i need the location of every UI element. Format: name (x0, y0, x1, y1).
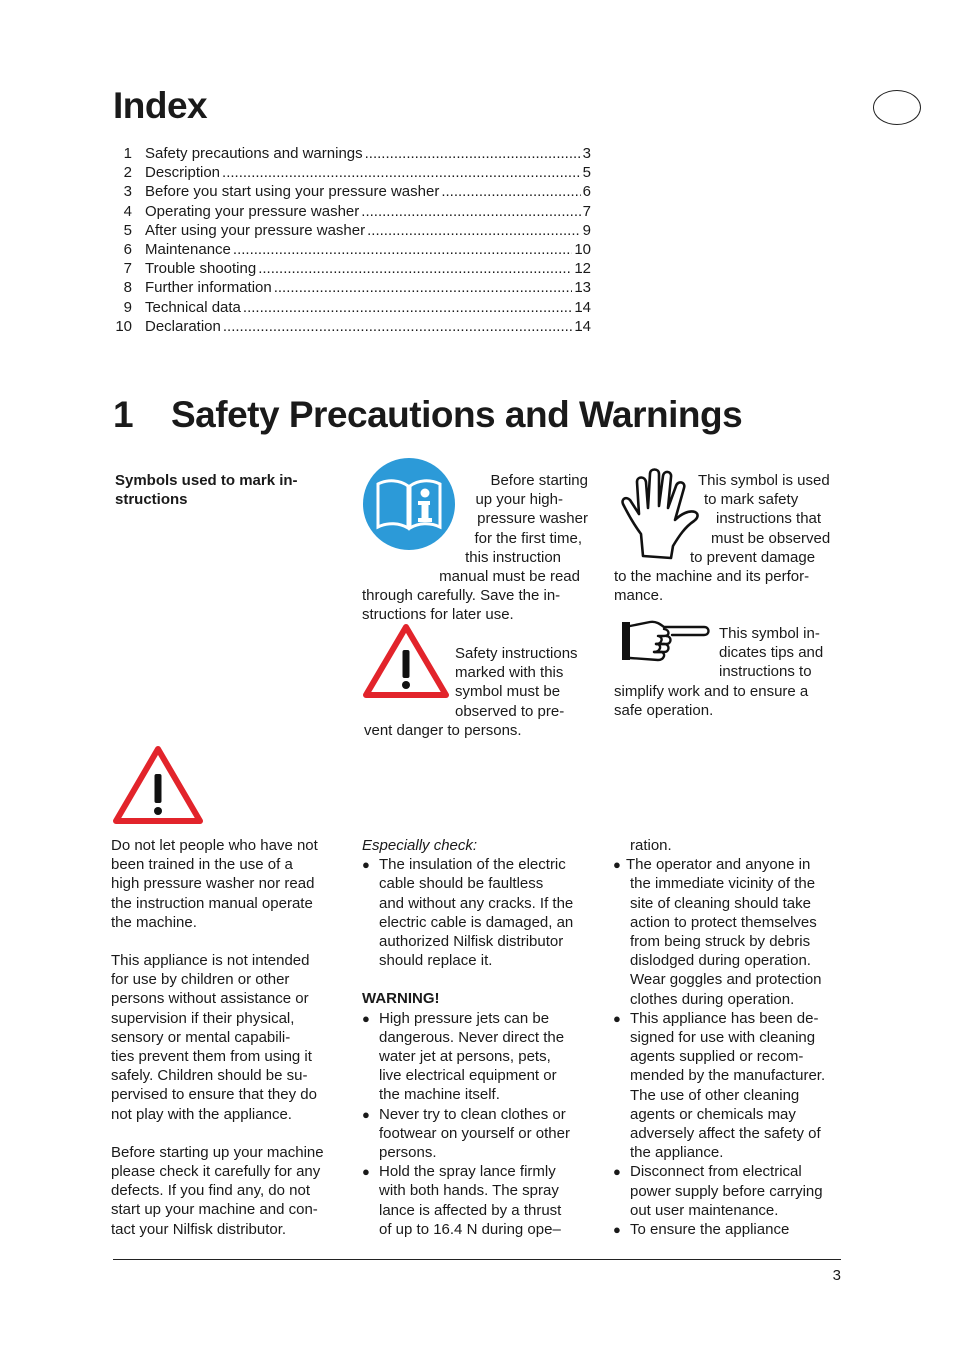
toc-title: Safety precautions and warnings (145, 145, 363, 162)
warning-label: WARNING! (362, 990, 440, 1008)
page-number: 3 (832, 1267, 841, 1284)
toc-row[interactable] (113, 240, 591, 259)
toc-page: 7 (582, 202, 591, 220)
bullet-icon: ● (362, 1106, 370, 1122)
toc-row[interactable] (113, 278, 591, 297)
paragraph: Before starting up your machine please check it carefully for any defects. If you find any, do not start up your machine and con- tact your Nilfisk distributor. (111, 1143, 324, 1238)
toc-page: 14 (574, 298, 591, 316)
toc-title: Technical data (145, 298, 241, 316)
toc-row[interactable] (113, 202, 591, 221)
toc-row[interactable] (113, 259, 591, 278)
check-label: Especially check: (362, 837, 478, 854)
toc-number: 1 (123, 145, 132, 162)
toc-page: 14 (574, 317, 591, 335)
bullet-icon: ● (362, 1010, 370, 1026)
toc-page: 9 (582, 221, 591, 239)
list-item: ● This appliance has been de- signed for use with cleaning agents supplied or recom- mended by the manufacturer. The use of other cleaning agents or chemicals may adversely affect the safety of the appliance. (613, 1009, 826, 1162)
toc-number: 8 (123, 279, 132, 297)
toc-number: 7 (123, 260, 132, 278)
bullet-icon: ● (613, 1164, 621, 1180)
body-column-1 (111, 836, 341, 1239)
toc-number: 9 (123, 298, 132, 316)
bullet-icon: ● (362, 1164, 370, 1180)
toc-title: Declaration (145, 317, 221, 335)
warning-triangle-icon (112, 745, 204, 825)
list-item: ● To ensure the appliance (613, 1221, 790, 1239)
toc-leader (233, 240, 572, 259)
toc-title: After using your pressure washer (145, 221, 366, 239)
list-item: ● High pressure jets can be dangerous. Never direct the water jet at persons, pets, live electrical equipment or the machine itself. (362, 1009, 565, 1104)
toc-number: 5 (123, 221, 132, 239)
toc-page: 13 (574, 279, 591, 297)
toc-number: 4 (123, 202, 132, 220)
body-column-2 (362, 836, 594, 1239)
list-item: ● Disconnect from electrical power supply before carrying out user maintenance. (613, 1163, 823, 1219)
toc-row[interactable] (113, 317, 591, 336)
list-item: ● The operator and anyone in the immediate vicinity of the site of cleaning should take action to protect themselves from being struck by debris dislodged during operation. Wear goggles and protection clothes during operation. (613, 856, 822, 1008)
section-title: Safety Precautions and Warnings (171, 394, 743, 435)
symbols-heading: Symbols used to mark in- structions (115, 472, 298, 509)
tip-symbol-text: This symbol in- dicates tips and instructions to simplify work and to ensure a safe operation. (614, 625, 824, 719)
danger-symbol-text: Safety instructions marked with this symbol must be observed to pre- vent danger to persons. (364, 645, 578, 739)
toc-leader (274, 278, 573, 297)
list-item: ● Hold the spray lance firmly with both hands. The spray lance is affected by a thrust of up to 16.4 N during ope– (362, 1163, 562, 1238)
toc-number: 3 (123, 183, 132, 201)
toc-title: Before you start using your pressure washer (145, 183, 440, 201)
table-of-contents (113, 144, 591, 336)
toc-leader (361, 202, 580, 221)
toc-number: 6 (123, 240, 132, 258)
toc-leader (441, 182, 580, 201)
bullet-icon: ● (613, 1222, 621, 1238)
toc-number: 2 (123, 164, 132, 182)
footer-rule (113, 1259, 841, 1260)
toc-title: Further information (145, 279, 272, 297)
paragraph: Do not let people who have not been trained in the use of a high pressure washer nor read the instruction manual operate the machine. (111, 837, 318, 931)
continued-text: ration. (630, 837, 672, 854)
toc-row[interactable] (113, 221, 591, 240)
toc-title: Description (145, 164, 221, 182)
toc-number: 10 (115, 317, 132, 335)
toc-row[interactable] (113, 182, 591, 201)
toc-row[interactable] (113, 298, 591, 317)
toc-leader (243, 298, 572, 317)
section-number: 1 (113, 394, 134, 435)
toc-leader (258, 259, 572, 278)
toc-leader (222, 163, 581, 182)
list-item: ● Never try to clean clothes or footwear on yourself or other persons. (362, 1105, 570, 1162)
toc-leader (223, 317, 572, 336)
toc-page: 6 (582, 183, 591, 201)
bullet-icon: ● (613, 1010, 621, 1026)
toc-page: 10 (574, 240, 591, 258)
toc-leader (367, 221, 581, 240)
hand-symbol-text: This symbol is used to mark safety instructions that must be observed to prevent damage to the machine and its perfor- mance. (614, 472, 831, 605)
toc-page: 12 (574, 260, 591, 278)
paragraph: This appliance is not intended for use by children or other persons without assistance or supervision if their physical, sensory or mental capabili- ties prevent them from using it safely. Children should be su- pervised to ensure that they do not play with the appliance. (111, 952, 317, 1123)
toc-row[interactable] (113, 163, 591, 182)
info-symbol-text: Before starting up your high- pressure washer for the first time, this instruction manual must be read through carefully. Save the in- structions for later use. (362, 472, 588, 624)
language-tab (873, 90, 921, 125)
toc-row[interactable] (113, 144, 591, 163)
bullet-icon: ● (362, 857, 370, 873)
body-column-3 (613, 836, 845, 1239)
toc-title: Maintenance (145, 240, 231, 258)
toc-page: 3 (582, 145, 591, 162)
list-item: ● The insulation of the electric cable should be faultless and without any cracks. If the electric cable is damaged, an authorized Nilfisk distributor should replace it. (362, 856, 574, 970)
toc-title: Trouble shooting (145, 260, 257, 278)
page-title: Index (113, 85, 208, 126)
toc-leader (365, 144, 581, 163)
bullet-icon: ● (613, 857, 621, 873)
toc-page: 5 (582, 164, 591, 182)
section-heading (113, 392, 742, 438)
toc-title: Operating your pressure washer (145, 202, 360, 220)
